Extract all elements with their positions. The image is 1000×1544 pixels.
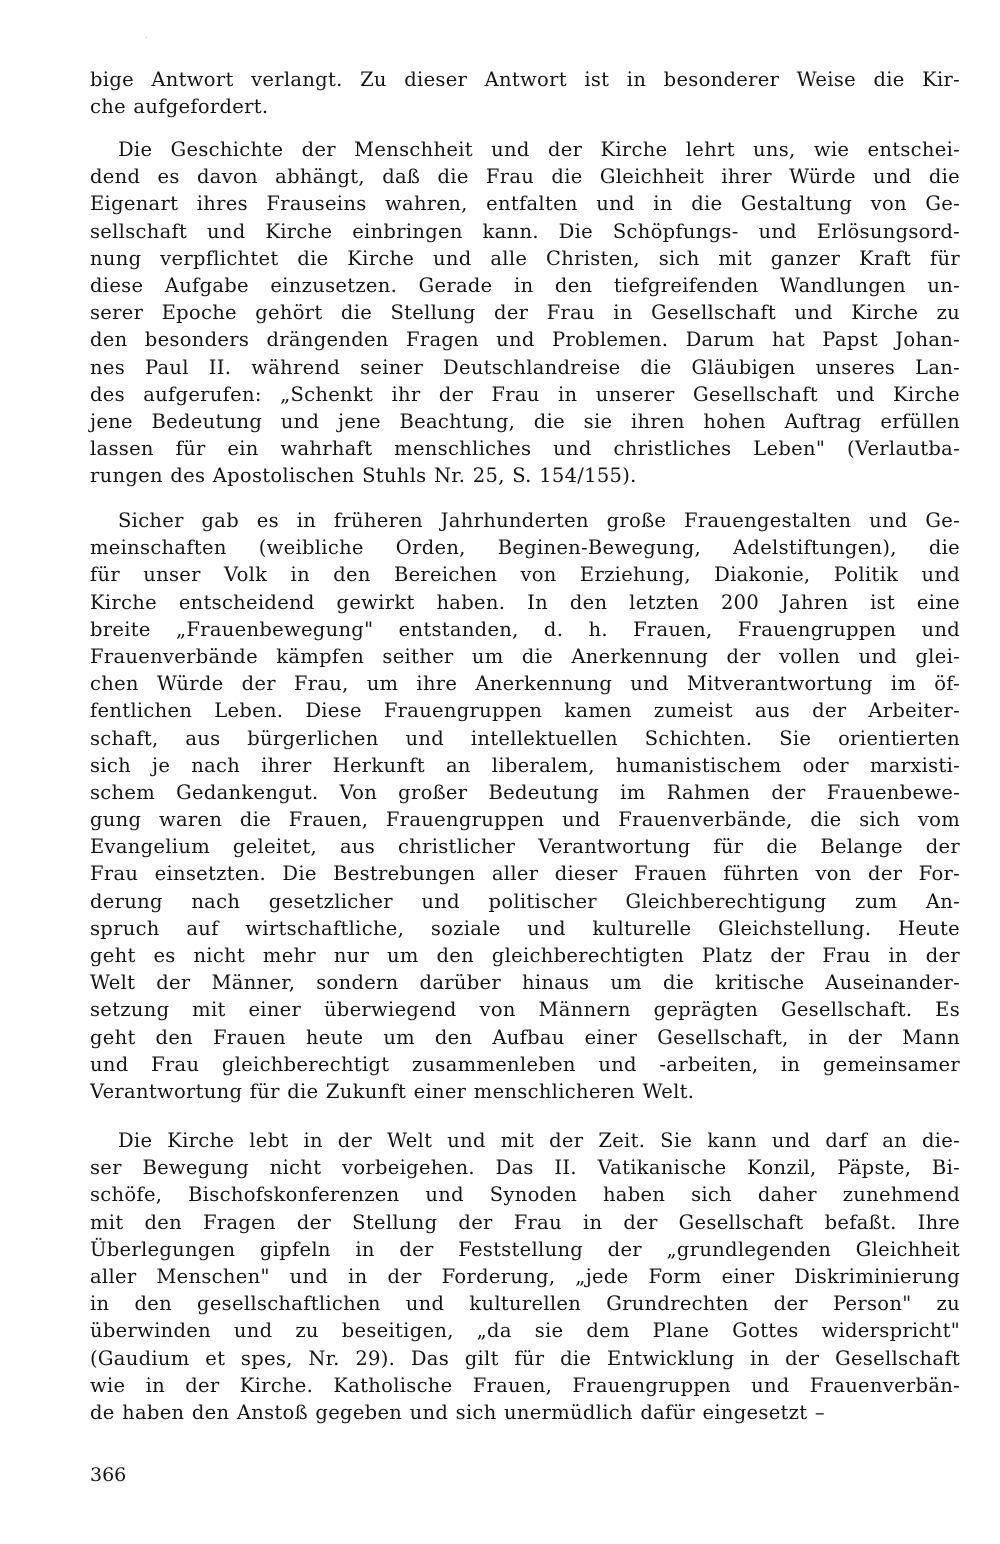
text-line: und Frau gleichberechtigt zusammenleben und -arbeiten, in gemeinsamer xyxy=(90,1052,960,1076)
text-line: serer Epoche gehört die Stellung der Frau in Gesellschaft und Kirche zu xyxy=(90,301,960,325)
paragraph-2 xyxy=(90,136,960,489)
text-line: Kirche entscheidend gewirkt haben. In den letzten 200 Jahren ist eine xyxy=(90,590,960,614)
text-line: Die Geschichte der Menschheit und der Kirche lehrt uns, wie entschei- xyxy=(118,138,960,161)
text-line: setzung mit einer überwiegend von Männern geprägten Gesellschaft. Es xyxy=(90,998,960,1022)
text-line: überwinden und zu beseitigen, „da sie dem Plane Gottes widerspricht" xyxy=(90,1319,960,1343)
text-line: breite „Frauenbewegung" entstanden, d. h. Frauen, Frauengruppen und xyxy=(90,617,960,641)
text-line: schöfe, Bischofskonferenzen und Synoden haben sich daher zunehmend xyxy=(90,1183,960,1207)
text-line: sich je nach ihrer Herkunft an liberalem, humanistischem oder marxisti- xyxy=(90,753,960,777)
text-line: ser Bewegung nicht vorbeigehen. Das II. Vatikanische Konzil, Päpste, Bi- xyxy=(90,1156,960,1180)
text-line: Evangelium geleitet, aus christlicher Verantwortung für die Belange der xyxy=(90,835,960,859)
text-line: Sicher gab es in früheren Jahrhunderten große Frauengestalten und Ge- xyxy=(118,509,960,532)
text-line: Verantwortung für die Zukunft einer menschlicheren Welt. xyxy=(90,1079,695,1103)
text-line: geht den Frauen heute um den Aufbau einer Gesellschaft, in der Mann xyxy=(90,1025,960,1049)
text-line: meinschaften (weibliche Orden, Beginen-Bewegung, Adelstiftungen), die xyxy=(90,536,960,560)
text-line: mit den Fragen der Stellung der Frau in der Gesellschaft befaßt. Ihre xyxy=(90,1210,960,1234)
text-line: (Gaudium et spes, Nr. 29). Das gilt für die Entwicklung in der Gesellschaft xyxy=(90,1346,960,1370)
text-line: nes Paul II. während seiner Deutschlandreise die Gläubigen unseres Lan- xyxy=(90,355,960,379)
text-line: dend es davon abhängt, daß die Frau die Gleichheit ihrer Würde und die xyxy=(90,165,960,189)
text-line: wie in der Kirche. Katholische Frauen, Frauengruppen und Frauenverbän- xyxy=(90,1373,960,1397)
paragraph-1 xyxy=(90,66,960,120)
text-line: gung waren die Frauen, Frauengruppen und Frauenverbände, die sich vom xyxy=(90,808,960,832)
page-number: 366 xyxy=(90,1464,127,1486)
text-line: diese Aufgabe einzusetzen. Gerade in den tiefgreifenden Wandlungen un- xyxy=(90,273,960,297)
scan-speck xyxy=(146,37,147,38)
text-line: Welt der Männer, sondern darüber hinaus um die kritische Auseinander- xyxy=(90,971,960,995)
text-line: spruch auf wirtschaftliche, soziale und kulturelle Gleichstellung. Heute xyxy=(90,916,960,940)
text-line: geht es nicht mehr nur um den gleichberechtigten Platz der Frau in der xyxy=(90,944,960,967)
text-line: sellschaft und Kirche einbringen kann. Die Schöpfungs- und Erlösungsord- xyxy=(90,219,960,243)
text-line: in den gesellschaftlichen und kulturellen Grundrechten der Person" zu xyxy=(90,1292,960,1316)
text-line: derung nach gesetzlicher und politischer Gleichberechtigung zum An- xyxy=(90,889,960,913)
text-line: aller Menschen" und in der Forderung, „jede Form einer Diskriminierung xyxy=(90,1264,960,1288)
paragraph-4 xyxy=(90,1127,960,1426)
paragraph-3 xyxy=(90,507,960,1105)
text-line: jene Bedeutung und jene Beachtung, die sie ihren hohen Auftrag erfüllen xyxy=(90,409,960,433)
text-line: de haben den Anstoß gegeben und sich unermüdlich dafür eingesetzt – xyxy=(90,1400,825,1424)
text-line: bige Antwort verlangt. Zu dieser Antwort ist in besonderer Weise die Kir- xyxy=(90,68,960,91)
text-line: Eigenart ihres Frauseins wahren, entfalten und in die Gestaltung von Ge- xyxy=(90,192,960,216)
text-line: rungen des Apostolischen Stuhls Nr. 25, S. 154/155). xyxy=(90,464,637,488)
text-line: den besonders drängenden Fragen und Problemen. Darum hat Papst Johan- xyxy=(90,328,960,352)
text-line: Die Kirche lebt in der Welt und mit der Zeit. Sie kann und darf an die- xyxy=(118,1129,960,1152)
text-line: des aufgerufen: „Schenkt ihr der Frau in unserer Gesellschaft und Kirche xyxy=(90,382,960,406)
text-line: Überlegungen gipfeln in der Feststellung der „grundlegenden Gleichheit xyxy=(90,1237,960,1261)
text-line: Frauenverbände kämpfen seither um die Anerkennung der vollen und glei- xyxy=(90,644,960,668)
text-line: chen Würde der Frau, um ihre Anerkennung und Mitverantwortung im öf- xyxy=(90,672,960,696)
text-line: schaft, aus bürgerlichen und intellektuellen Schichten. Sie orientierten xyxy=(90,726,960,750)
text-line: nung verpflichtet die Kirche und alle Christen, sich mit ganzer Kraft für xyxy=(90,246,960,270)
text-line: lassen für ein wahrhaft menschliches und christliches Leben" (Verlautba- xyxy=(90,437,960,461)
text-line: fentlichen Leben. Diese Frauengruppen kamen zumeist aus der Arbeiter- xyxy=(90,699,960,723)
text-line: che aufgefordert. xyxy=(90,95,269,119)
text-line: Frau einsetzten. Die Bestrebungen aller dieser Frauen führten von der For- xyxy=(90,862,960,886)
text-line: für unser Volk in den Bereichen von Erziehung, Diakonie, Politik und xyxy=(90,563,960,587)
text-line: schem Gedankengut. Von großer Bedeutung im Rahmen der Frauenbewe- xyxy=(90,780,960,804)
